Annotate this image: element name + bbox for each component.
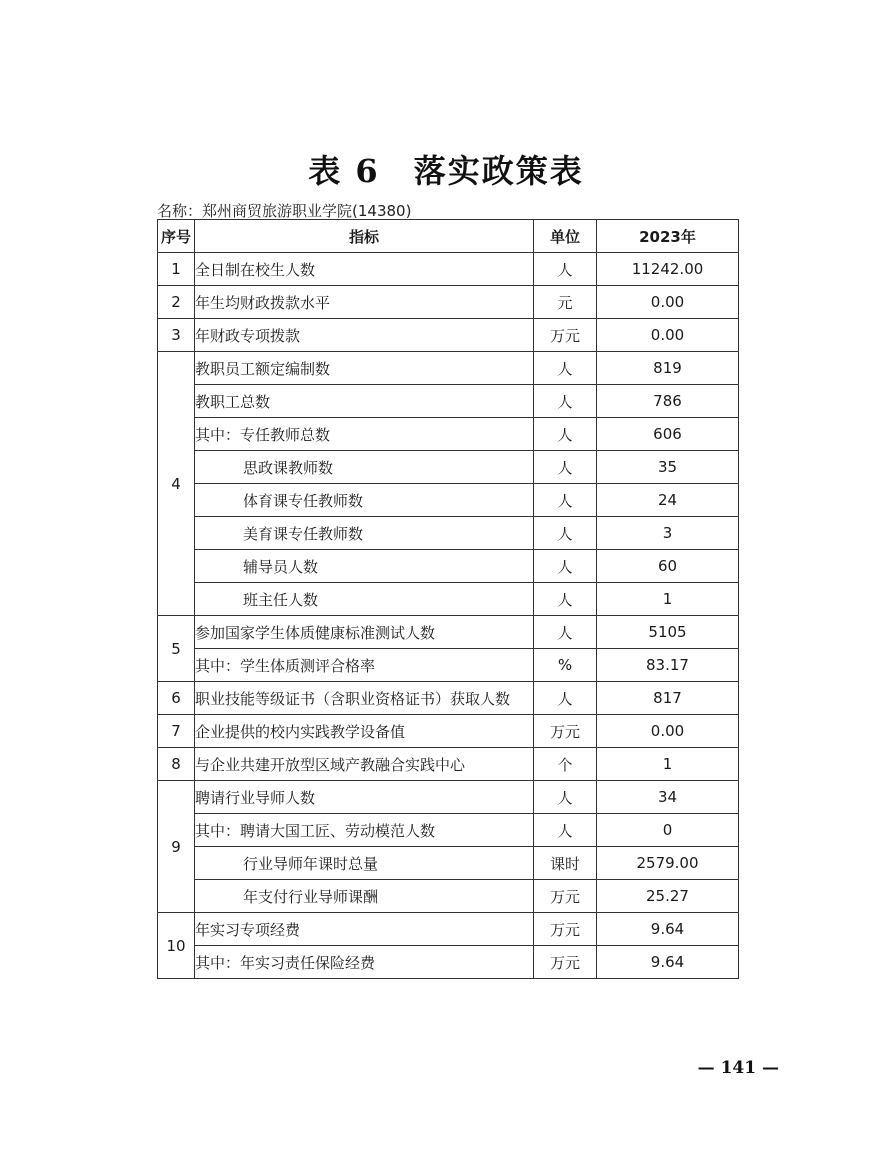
table-row xyxy=(158,880,739,913)
row-indicator: 行业导师年课时总量 xyxy=(195,847,534,880)
row-indicator: 年生均财政拨款水平 xyxy=(195,286,534,319)
row-value: 9.64 xyxy=(597,913,739,946)
page-title: 表 6 落实政策表 xyxy=(308,152,584,190)
row-indicator: 聘请行业导师人数 xyxy=(195,781,534,814)
row-indicator: 参加国家学生体质健康标准测试人数 xyxy=(195,616,534,649)
row-indicator: 全日制在校生人数 xyxy=(195,253,534,286)
row-seq: 4 xyxy=(158,352,195,616)
row-indicator: 辅导员人数 xyxy=(195,550,534,583)
row-value: 1 xyxy=(597,748,739,781)
table-row xyxy=(158,484,739,517)
row-indicator: 其中：年实习责任保险经费 xyxy=(195,946,534,979)
row-indicator: 年实习专项经费 xyxy=(195,913,534,946)
row-value: 60 xyxy=(597,550,739,583)
row-indicator: 教职员工额定编制数 xyxy=(195,352,534,385)
row-indicator: 其中：专任教师总数 xyxy=(195,418,534,451)
policy-table xyxy=(157,219,739,979)
row-seq: 8 xyxy=(158,748,195,781)
table-row xyxy=(158,781,739,814)
row-unit: 人 xyxy=(534,814,597,847)
table-row xyxy=(158,352,739,385)
row-unit: 人 xyxy=(534,484,597,517)
row-value: 5105 xyxy=(597,616,739,649)
row-value: 0.00 xyxy=(597,715,739,748)
row-unit: 元 xyxy=(534,286,597,319)
table-row xyxy=(158,946,739,979)
table-row xyxy=(158,847,739,880)
row-value: 0.00 xyxy=(597,319,739,352)
row-unit: 万元 xyxy=(534,913,597,946)
table-header-row xyxy=(158,220,739,253)
row-unit: 人 xyxy=(534,682,597,715)
table-row xyxy=(158,418,739,451)
table-row xyxy=(158,286,739,319)
row-unit: 人 xyxy=(534,451,597,484)
row-seq: 7 xyxy=(158,715,195,748)
row-unit: 人 xyxy=(534,418,597,451)
row-seq: 2 xyxy=(158,286,195,319)
table-row xyxy=(158,616,739,649)
header-seq: 序号 xyxy=(158,220,195,253)
row-unit: 万元 xyxy=(534,880,597,913)
row-unit: 人 xyxy=(534,781,597,814)
row-unit: 人 xyxy=(534,385,597,418)
row-seq: 9 xyxy=(158,781,195,913)
row-indicator: 其中：学生体质测评合格率 xyxy=(195,649,534,682)
row-indicator: 思政课教师数 xyxy=(195,451,534,484)
row-indicator: 年财政专项拨款 xyxy=(195,319,534,352)
row-unit: 人 xyxy=(534,517,597,550)
row-indicator: 年支付行业导师课酬 xyxy=(195,880,534,913)
header-unit: 单位 xyxy=(534,220,597,253)
row-seq: 1 xyxy=(158,253,195,286)
org-label: 名称：郑州商贸旅游职业学院(14380) xyxy=(157,202,412,220)
table-row xyxy=(158,253,739,286)
page-number: — 141 — xyxy=(697,1058,779,1078)
row-seq: 3 xyxy=(158,319,195,352)
table-row xyxy=(158,385,739,418)
row-value: 817 xyxy=(597,682,739,715)
row-value: 1 xyxy=(597,583,739,616)
row-seq: 10 xyxy=(158,913,195,979)
row-unit: % xyxy=(534,649,597,682)
table-row xyxy=(158,814,739,847)
row-value: 24 xyxy=(597,484,739,517)
row-value: 11242.00 xyxy=(597,253,739,286)
table-row xyxy=(158,649,739,682)
row-unit: 万元 xyxy=(534,946,597,979)
row-value: 0.00 xyxy=(597,286,739,319)
row-indicator: 与企业共建开放型区域产教融合实践中心 xyxy=(195,748,534,781)
row-value: 25.27 xyxy=(597,880,739,913)
row-value: 0 xyxy=(597,814,739,847)
row-value: 819 xyxy=(597,352,739,385)
row-value: 606 xyxy=(597,418,739,451)
header-indicator: 指标 xyxy=(195,220,534,253)
row-unit: 万元 xyxy=(534,319,597,352)
row-value: 34 xyxy=(597,781,739,814)
table-row xyxy=(158,517,739,550)
row-value: 35 xyxy=(597,451,739,484)
table-row xyxy=(158,319,739,352)
row-indicator: 其中：聘请大国工匠、劳动模范人数 xyxy=(195,814,534,847)
row-indicator: 美育课专任教师数 xyxy=(195,517,534,550)
row-unit: 人 xyxy=(534,583,597,616)
row-unit: 人 xyxy=(534,550,597,583)
table-row xyxy=(158,682,739,715)
table-row xyxy=(158,913,739,946)
row-value: 2579.00 xyxy=(597,847,739,880)
table-row xyxy=(158,748,739,781)
row-seq: 6 xyxy=(158,682,195,715)
table-row xyxy=(158,550,739,583)
row-indicator: 职业技能等级证书（含职业资格证书）获取人数 xyxy=(195,682,534,715)
row-indicator: 企业提供的校内实践教学设备值 xyxy=(195,715,534,748)
row-unit: 课时 xyxy=(534,847,597,880)
table-row xyxy=(158,583,739,616)
row-unit: 人 xyxy=(534,253,597,286)
row-unit: 人 xyxy=(534,616,597,649)
header-year: 2023年 xyxy=(597,220,739,253)
row-value: 9.64 xyxy=(597,946,739,979)
row-unit: 万元 xyxy=(534,715,597,748)
row-unit: 人 xyxy=(534,352,597,385)
row-indicator: 体育课专任教师数 xyxy=(195,484,534,517)
row-indicator: 教职工总数 xyxy=(195,385,534,418)
row-value: 786 xyxy=(597,385,739,418)
row-indicator: 班主任人数 xyxy=(195,583,534,616)
table-row xyxy=(158,451,739,484)
table-row xyxy=(158,715,739,748)
row-seq: 5 xyxy=(158,616,195,682)
table-body xyxy=(158,253,739,979)
row-value: 3 xyxy=(597,517,739,550)
row-value: 83.17 xyxy=(597,649,739,682)
row-unit: 个 xyxy=(534,748,597,781)
